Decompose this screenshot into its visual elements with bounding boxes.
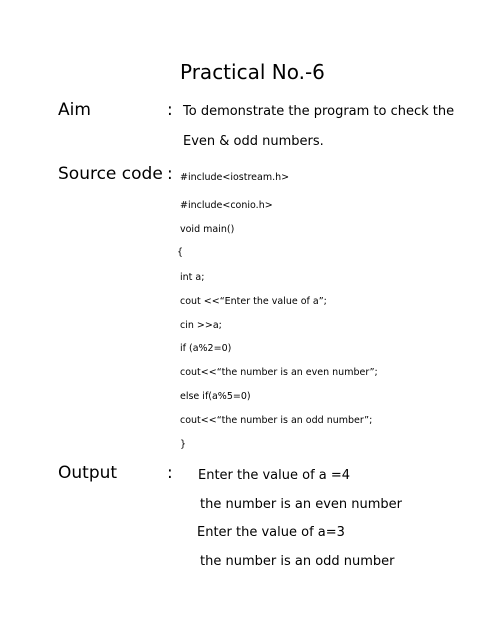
code-line-10: else if(a%5=0) [180, 391, 251, 402]
code-line-2: #include<conio.h> [180, 200, 273, 211]
aim-label: Aim [58, 100, 91, 120]
code-line-12: } [180, 439, 187, 450]
code-line-1: #include<iostream.h> [180, 172, 290, 183]
code-line-5: int a; [180, 272, 205, 283]
code-line-9: cout<<“the number is an even number”; [180, 367, 378, 378]
output-line-2: the number is an even number [200, 497, 402, 512]
code-line-8: if (a%2=0) [180, 343, 232, 354]
code-line-7: cin >>a; [180, 320, 222, 331]
output-line-3: Enter the value of a=3 [197, 525, 345, 540]
output-line-4: the number is an odd number [200, 554, 395, 569]
source-code-colon: : [167, 164, 173, 184]
code-line-11: cout<<“the number is an odd number”; [180, 415, 373, 426]
code-line-6: cout <<“Enter the value of a”; [180, 296, 327, 307]
aim-line-1: To demonstrate the program to check the [183, 104, 455, 119]
aim-colon: : [167, 100, 173, 120]
code-line-4: { [177, 247, 184, 258]
source-code-label: Source code [58, 164, 163, 184]
output-label: Output [58, 463, 118, 483]
output-colon: : [167, 463, 173, 483]
output-line-1: Enter the value of a =4 [198, 468, 351, 483]
code-line-3: void main() [180, 224, 235, 235]
page-title: Practical No.-6 [180, 60, 325, 84]
aim-line-2: Even & odd numbers. [183, 134, 324, 149]
